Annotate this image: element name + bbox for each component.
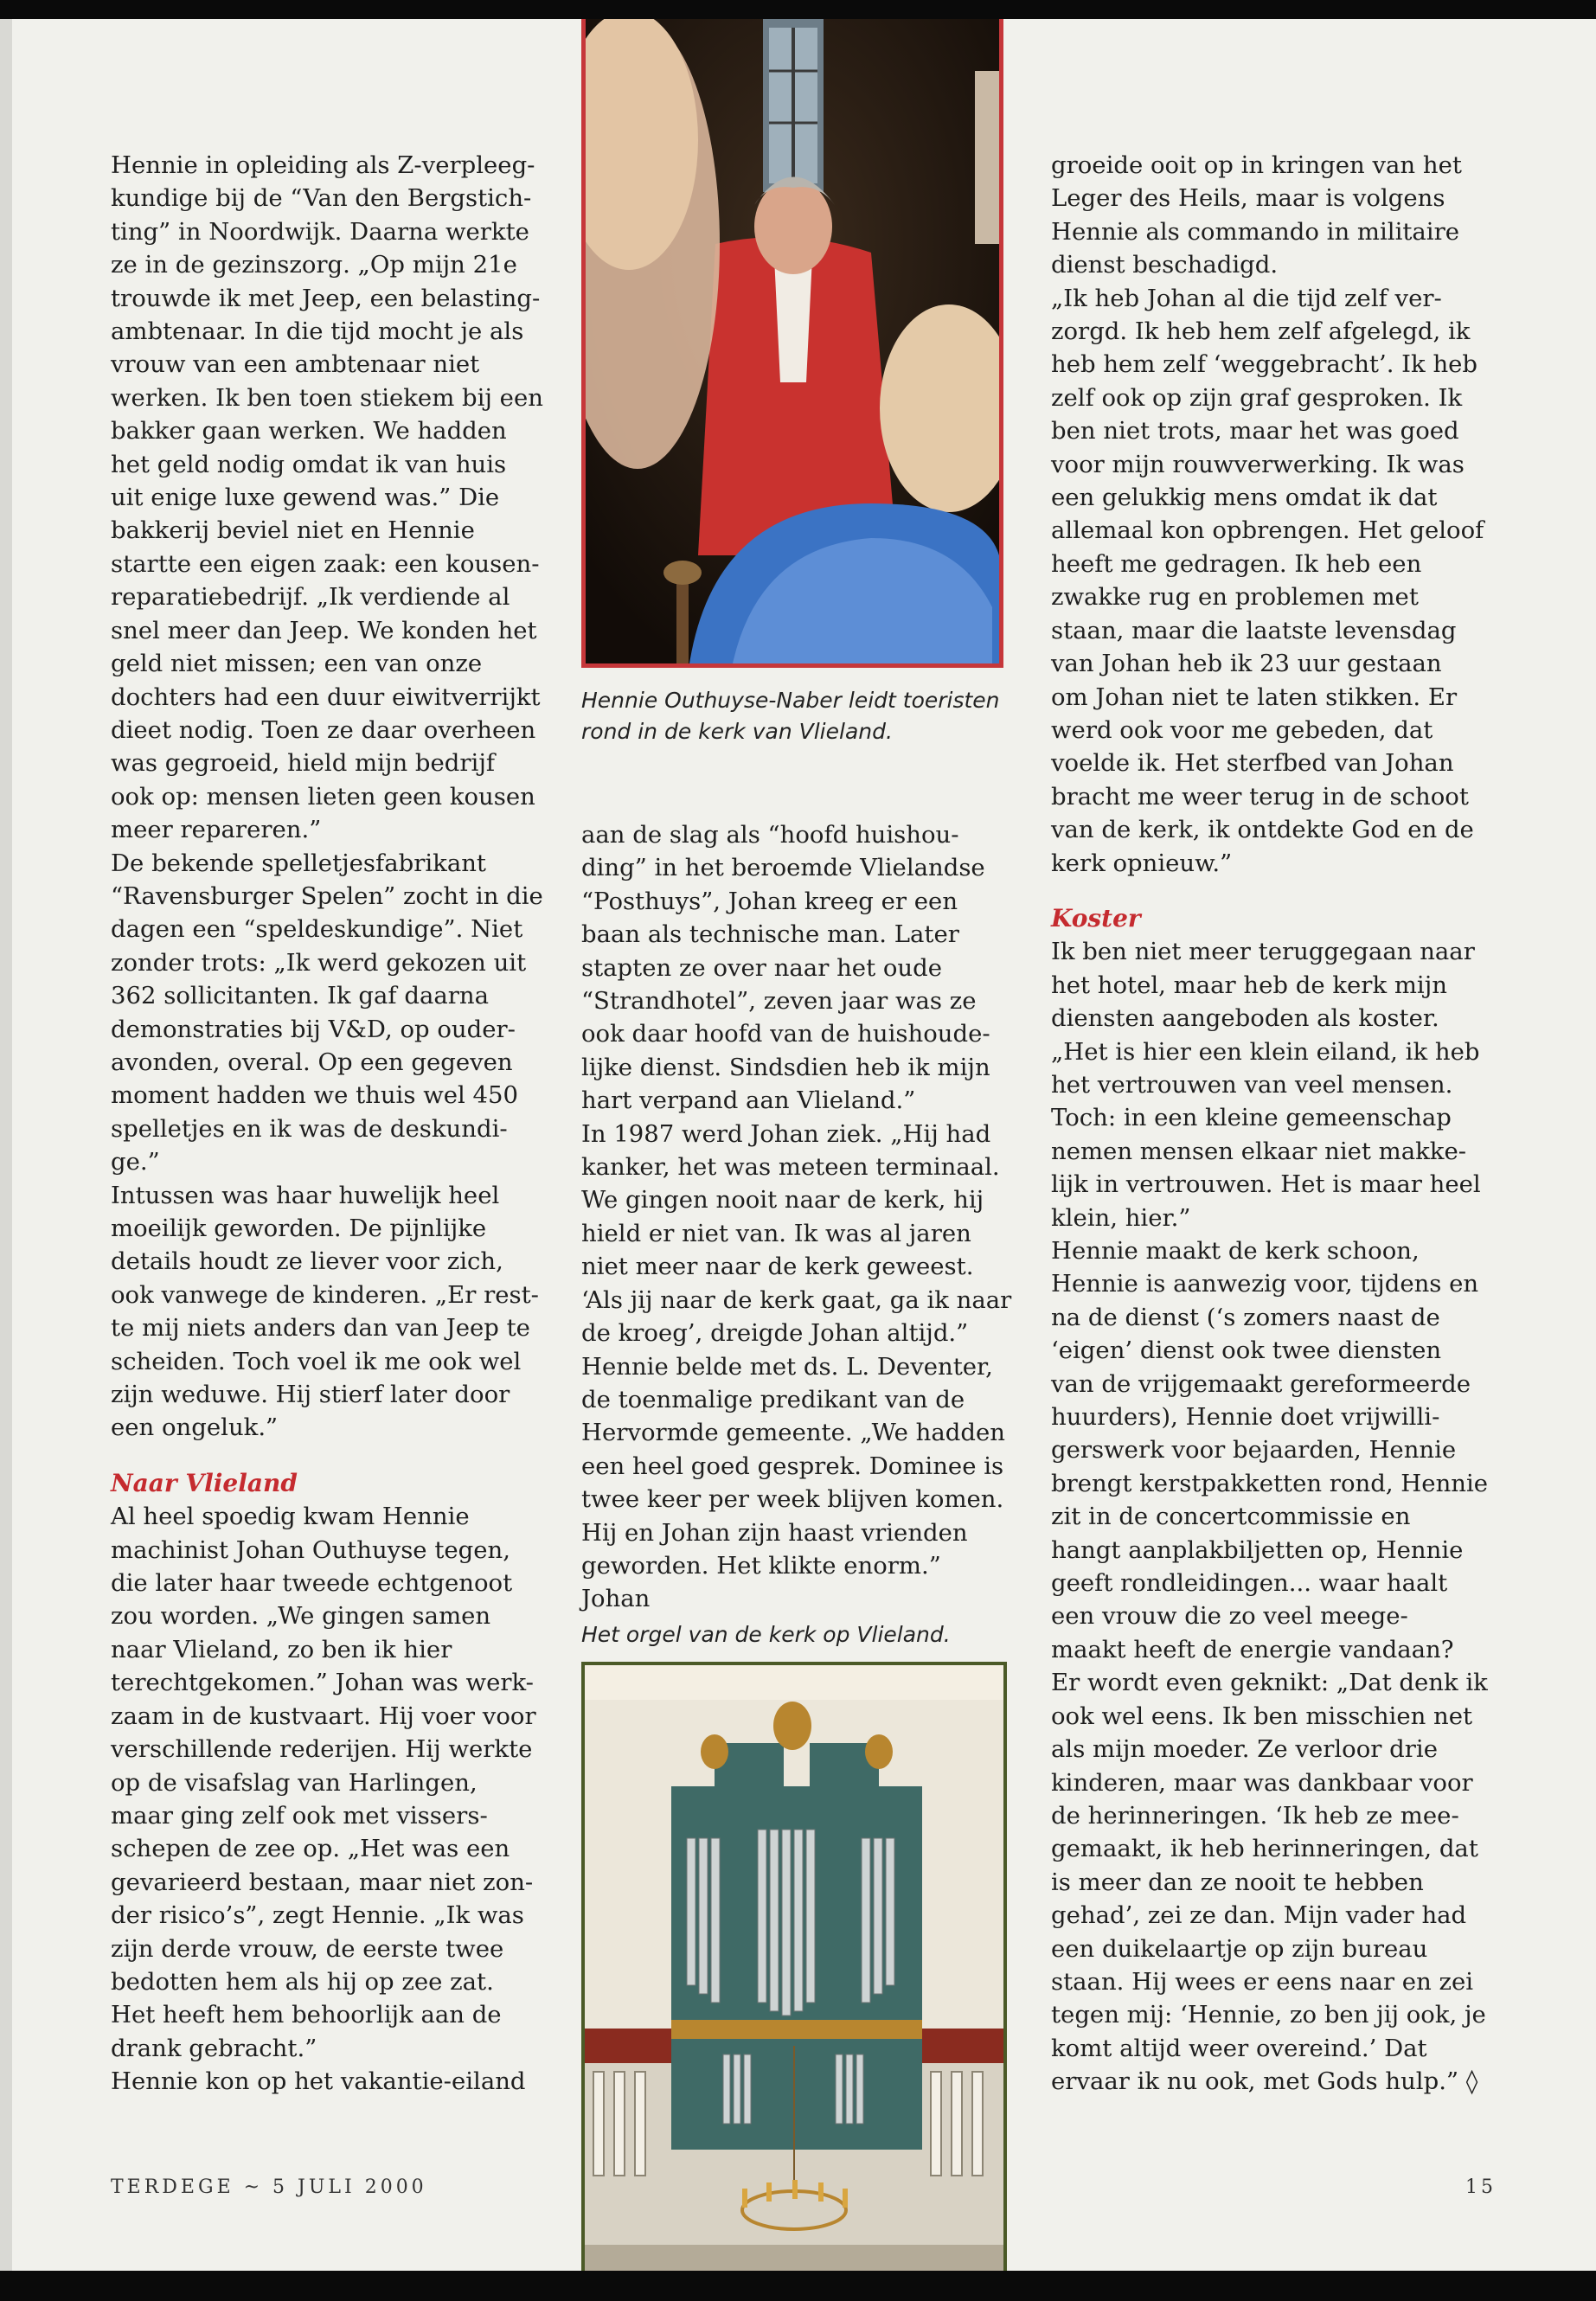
text-line: Hennie als commando in militaire bbox=[1051, 217, 1460, 246]
text-line: gemaakt, ik heb herinneringen, dat bbox=[1051, 1835, 1478, 1863]
text-line: klein, hier.” bbox=[1051, 1203, 1191, 1232]
text-line: „Ik heb Johan al die tijd zelf ver- bbox=[1051, 284, 1442, 312]
column-1b-lines bbox=[111, 1500, 543, 2098]
text-line: zonder trots: „Ik werd gekozen uit bbox=[111, 948, 527, 977]
text-line: hangt aanplakbiljetten op, Hennie bbox=[1051, 1535, 1464, 1564]
text-line: lijke dienst. Sindsdien heb ik mijn bbox=[581, 1053, 990, 1081]
article-column-2 bbox=[581, 818, 1014, 1616]
text-line: Toch: in een kleine gemeenschap bbox=[1051, 1104, 1452, 1132]
text-line: voelde ik. Het sterfbed van Johan bbox=[1051, 749, 1454, 778]
text-line: maakt heeft de energie vandaan? bbox=[1051, 1635, 1454, 1663]
text-line: ook vanwege de kinderen. „Er rest- bbox=[111, 1280, 539, 1309]
text-line: ‘Als jij naar de kerk gaat, ga ik naar bbox=[581, 1285, 1012, 1314]
text-line: In 1987 werd Johan ziek. „Hij had bbox=[581, 1119, 991, 1148]
text-line: zit in de concertcommissie en bbox=[1051, 1503, 1411, 1531]
text-line: 362 sollicitanten. Ik gaf daarna bbox=[111, 982, 489, 1010]
text-line: een vrouw die zo veel meege- bbox=[1051, 1602, 1408, 1631]
photo-church-organ bbox=[581, 1662, 1007, 2271]
text-line: geld niet missen; een van onze bbox=[111, 650, 483, 678]
text-line: diensten aangeboden als koster. bbox=[1051, 1004, 1439, 1033]
text-line: bracht me weer terug in de schoot bbox=[1051, 782, 1469, 811]
bottom-edge-bar bbox=[0, 2271, 1596, 2301]
text-line: die later haar tweede echtgenoot bbox=[111, 1569, 513, 1598]
text-line: der risico’s”, zegt Hennie. „Ik was bbox=[111, 1901, 524, 1930]
text-line: het vertrouwen van veel mensen. bbox=[1051, 1070, 1453, 1099]
text-line: Hennie maakt de kerk schoon, bbox=[1051, 1237, 1420, 1265]
text-line: Hennie is aanwezig voor, tijdens en bbox=[1051, 1270, 1479, 1298]
text-line: groeide ooit op in kringen van het bbox=[1051, 151, 1462, 179]
text-line: scheiden. Toch voel ik me ook wel bbox=[111, 1347, 522, 1375]
text-line: Hennie kon op het vakantie-eiland bbox=[111, 2067, 526, 2096]
text-line: Hervormde gemeente. „We hadden bbox=[581, 1419, 1005, 1447]
text-line: huurders), Hennie doet vrijwilli- bbox=[1051, 1403, 1440, 1432]
text-line: zelf ook op zijn graf gesproken. Ik bbox=[1051, 383, 1463, 412]
page-gutter-shadow bbox=[0, 19, 12, 2271]
text-line: Intussen was haar huwelijk heel bbox=[111, 1181, 500, 1209]
text-line: zaam in de kustvaart. Hij voer voor bbox=[111, 1702, 536, 1730]
caption-photo-2: Het orgel van de kerk op Vlieland. bbox=[581, 1622, 951, 1647]
text-line: ze in de gezinszorg. „Op mijn 21e bbox=[111, 251, 517, 279]
text-line: te mij niets anders dan van Jeep te bbox=[111, 1314, 530, 1343]
caption-photo-1: Hennie Outhuyse-Naber leidt toeristen rond in de kerk van Vlieland. bbox=[581, 688, 1000, 744]
text-line: kinderen, maar was dankbaar voor bbox=[1051, 1768, 1473, 1797]
column-3b-lines bbox=[1051, 935, 1501, 2098]
text-line: ook wel eens. Ik ben misschien net bbox=[1051, 1702, 1473, 1730]
text-line: schepen de zee op. „Het was een bbox=[111, 1835, 510, 1863]
text-line: trouwde ik met Jeep, een belasting- bbox=[111, 284, 541, 312]
text-line: verschillende rederijen. Hij werkte bbox=[111, 1735, 533, 1764]
text-line: baan als technische man. Later bbox=[581, 920, 959, 949]
text-line: werd ook voor me gebeden, dat bbox=[1051, 715, 1433, 744]
text-line: het hotel, maar heb de kerk mijn bbox=[1051, 971, 1447, 999]
top-edge-bar bbox=[0, 0, 1596, 19]
text-line: dieet nodig. Toen ze daar overheen bbox=[111, 715, 536, 744]
text-line: voor mijn rouwverwerking. Ik was bbox=[1051, 450, 1465, 478]
text-line: “Strandhotel”, zeven jaar was ze bbox=[581, 987, 977, 1016]
text-line: ding” in het beroemde Vlielandse bbox=[581, 854, 985, 882]
text-line: demonstraties bij V&D, op ouder- bbox=[111, 1015, 516, 1043]
text-line: ambtenaar. In die tijd mocht je als bbox=[111, 317, 524, 346]
text-line: Hij en Johan zijn haast vrienden bbox=[581, 1518, 968, 1547]
text-line: brengt kerstpakketten rond, Hennie bbox=[1051, 1469, 1489, 1497]
text-line: als mijn moeder. Ze verloor drie bbox=[1051, 1735, 1438, 1764]
text-line: geworden. Het klikte enorm.” Johan bbox=[581, 1551, 941, 1613]
text-line: bakker gaan werken. We hadden bbox=[111, 417, 507, 445]
page-number: 15 bbox=[1465, 2176, 1497, 2198]
text-line: zou worden. „We gingen samen bbox=[111, 1602, 491, 1631]
text-line: moeilijk geworden. De pijnlijke bbox=[111, 1215, 487, 1242]
text-line: een duikelaartje op zijn bureau bbox=[1051, 1934, 1428, 1963]
text-line: op de visafslag van Harlingen, bbox=[111, 1768, 478, 1797]
text-line: staan. Hij wees er eens naar en zei bbox=[1051, 1967, 1474, 1996]
text-line: nemen mensen elkaar niet makke- bbox=[1051, 1137, 1467, 1165]
text-line: De bekende spelletjesfabrikant bbox=[111, 849, 486, 877]
text-line: machinist Johan Outhuyse tegen, bbox=[111, 1535, 510, 1564]
text-line: dochters had een duur eiwitverrijkt bbox=[111, 683, 541, 711]
text-line: van de kerk, ik ontdekte God en de bbox=[1051, 816, 1474, 844]
text-line: gerswerk voor bejaarden, Hennie bbox=[1051, 1436, 1457, 1465]
text-line: vrouw van een ambtenaar niet bbox=[111, 350, 480, 379]
column-3-lines bbox=[1051, 149, 1501, 880]
text-line: ting” in Noordwijk. Daarna werkte bbox=[111, 217, 529, 246]
text-line: een gelukkig mens omdat ik dat bbox=[1051, 484, 1438, 512]
text-line: gehad’, zei ze dan. Mijn vader had bbox=[1051, 1901, 1467, 1930]
text-line: heeft me gedragen. Ik heb een bbox=[1051, 549, 1422, 578]
text-line: avonden, overal. Op een gegeven bbox=[111, 1048, 513, 1076]
text-line: ook daar hoofd van de huishoude- bbox=[581, 1020, 990, 1048]
column-1-lines bbox=[111, 149, 543, 1445]
text-line: kundige bij de “Van den Bergstich- bbox=[111, 184, 532, 213]
text-line: moment hadden we thuis wel 450 bbox=[111, 1081, 519, 1110]
text-line: “Ravensburger Spelen” zocht in die bbox=[111, 881, 543, 910]
text-line: stapten ze over naar het oude bbox=[581, 953, 943, 982]
text-line: uit enige luxe gewend was.” Die bbox=[111, 484, 500, 512]
text-line: van de vrijgemaakt gereformeerde bbox=[1051, 1369, 1471, 1398]
text-line: “Posthuys”, Johan kreeg er een bbox=[581, 887, 958, 915]
text-line: Leger des Heils, maar is volgens bbox=[1051, 184, 1445, 213]
text-line: Het heeft hem behoorlijk aan de bbox=[111, 2001, 502, 2029]
text-line: het geld nodig omdat ik van huis bbox=[111, 450, 507, 478]
text-line: ben niet trots, maar het was goed bbox=[1051, 417, 1459, 445]
text-line: na de dienst (‘s zomers naast de bbox=[1051, 1303, 1440, 1331]
text-line: Al heel spoedig kwam Hennie bbox=[111, 1503, 470, 1531]
text-line: werken. Ik ben toen stiekem bij een bbox=[111, 383, 543, 412]
text-line: ‘eigen’ dienst ook twee diensten bbox=[1051, 1336, 1442, 1365]
text-line: een heel goed gesprek. Dominee is bbox=[581, 1452, 1004, 1480]
text-line: meer repareren.” bbox=[111, 816, 322, 844]
text-line: zwakke rug en problemen met bbox=[1051, 583, 1419, 612]
text-line: de toenmalige predikant van de bbox=[581, 1385, 965, 1413]
text-line: gevarieerd bestaan, maar niet zon- bbox=[111, 1868, 534, 1896]
text-line: naar Vlieland, zo ben ik hier bbox=[111, 1635, 452, 1663]
text-line: niet meer naar de kerk geweest. bbox=[581, 1253, 974, 1281]
text-line: zijn derde vrouw, de eerste twee bbox=[111, 1934, 504, 1963]
text-line: aan de slag als “hoofd huishou- bbox=[581, 821, 959, 849]
text-line: was gegroeid, hield mijn bedrijf bbox=[111, 749, 496, 778]
text-line: terechtgekomen.” Johan was werk- bbox=[111, 1669, 534, 1697]
text-line: Ik ben niet meer teruggegaan naar bbox=[1051, 938, 1475, 966]
text-line: zijn weduwe. Hij stierf later door bbox=[111, 1381, 510, 1409]
text-line: staan, maar die laatste levensdag bbox=[1051, 616, 1457, 644]
footer-publication-date: TERDEGE ~ 5 JULI 2000 bbox=[111, 2176, 427, 2198]
spacer bbox=[111, 1445, 543, 1467]
text-line: drank gebracht.” bbox=[111, 2034, 317, 2062]
subhead-naar-vlieland: Naar Vlieland bbox=[111, 1468, 298, 1497]
text-line: ge.” bbox=[111, 1148, 160, 1176]
text-line: komt altijd weer overeind.’ Dat bbox=[1051, 2034, 1427, 2062]
text-line: geeft rondleidingen... waar haalt bbox=[1051, 1569, 1448, 1598]
text-line: snel meer dan Jeep. We konden het bbox=[111, 616, 537, 644]
text-line: dienst beschadigd. bbox=[1051, 251, 1279, 279]
text-line: lijk in vertrouwen. Het is maar heel bbox=[1051, 1170, 1481, 1199]
text-line: Er wordt even geknikt: „Dat denk ik bbox=[1051, 1669, 1488, 1697]
text-line: is meer dan ze nooit te hebben bbox=[1051, 1868, 1424, 1896]
text-line: zorgd. Ik heb hem zelf afgelegd, ik bbox=[1051, 317, 1471, 346]
text-line: hield er niet van. Ik was al jaren bbox=[581, 1219, 971, 1247]
text-line: bedotten hem als hij op zee zat. bbox=[111, 1967, 494, 1996]
text-line: bakkerij beviel niet en Hennie bbox=[111, 516, 475, 545]
column-2-lines bbox=[581, 818, 1014, 1616]
text-line: kerk opnieuw.” bbox=[1051, 849, 1233, 877]
text-line: tegen mij: ‘Hennie, zo ben jij ook, je bbox=[1051, 2001, 1486, 2029]
text-line: reparatiebedrijf. „Ik verdiende al bbox=[111, 583, 510, 612]
photo-hennie-in-church bbox=[581, 19, 1003, 668]
text-line: hart verpand aan Vlieland.” bbox=[581, 1086, 916, 1115]
text-line: om Johan niet te laten stikken. Er bbox=[1051, 683, 1458, 711]
text-line: heb hem zelf ‘weggebracht’. Ik heb bbox=[1051, 350, 1478, 379]
text-line: spelletjes en ik was de deskundi- bbox=[111, 1114, 508, 1143]
text-line: We gingen nooit naar de kerk, hij bbox=[581, 1186, 984, 1215]
text-line: van Johan heb ik 23 uur gestaan bbox=[1051, 650, 1442, 678]
text-line: Hennie in opleiding als Z-verpleeg- bbox=[111, 151, 535, 179]
text-line: „Het is hier een klein eiland, ik heb bbox=[1051, 1037, 1480, 1066]
text-line: ervaar ik nu ook, met Gods hulp.” ◊ bbox=[1051, 2067, 1478, 2096]
text-line: Hennie belde met ds. L. Deventer, bbox=[581, 1352, 993, 1381]
article-column-3 bbox=[1051, 149, 1501, 2099]
text-line: startte een eigen zaak: een kousen- bbox=[111, 549, 540, 578]
text-line: de herinneringen. ‘Ik heb ze mee- bbox=[1051, 1801, 1459, 1830]
text-line: details houdt ze liever voor zich, bbox=[111, 1247, 503, 1276]
text-line: dagen een “speldeskundige”. Niet bbox=[111, 915, 523, 944]
text-line: allemaal kon opbrengen. Het geloof bbox=[1051, 516, 1484, 545]
text-line: een ongeluk.” bbox=[111, 1413, 279, 1442]
text-line: ook op: mensen lieten geen kousen bbox=[111, 782, 535, 811]
subhead-koster: Koster bbox=[1051, 903, 1141, 933]
text-line: kanker, het was meteen terminaal. bbox=[581, 1153, 1000, 1182]
text-line: maar ging zelf ook met vissers- bbox=[111, 1801, 488, 1830]
article-column-1 bbox=[111, 149, 543, 2099]
text-line: twee keer per week blijven komen. bbox=[581, 1485, 1004, 1514]
text-line: de kroeg’, dreigde Johan altijd.” bbox=[581, 1319, 969, 1348]
spacer bbox=[1051, 880, 1501, 902]
